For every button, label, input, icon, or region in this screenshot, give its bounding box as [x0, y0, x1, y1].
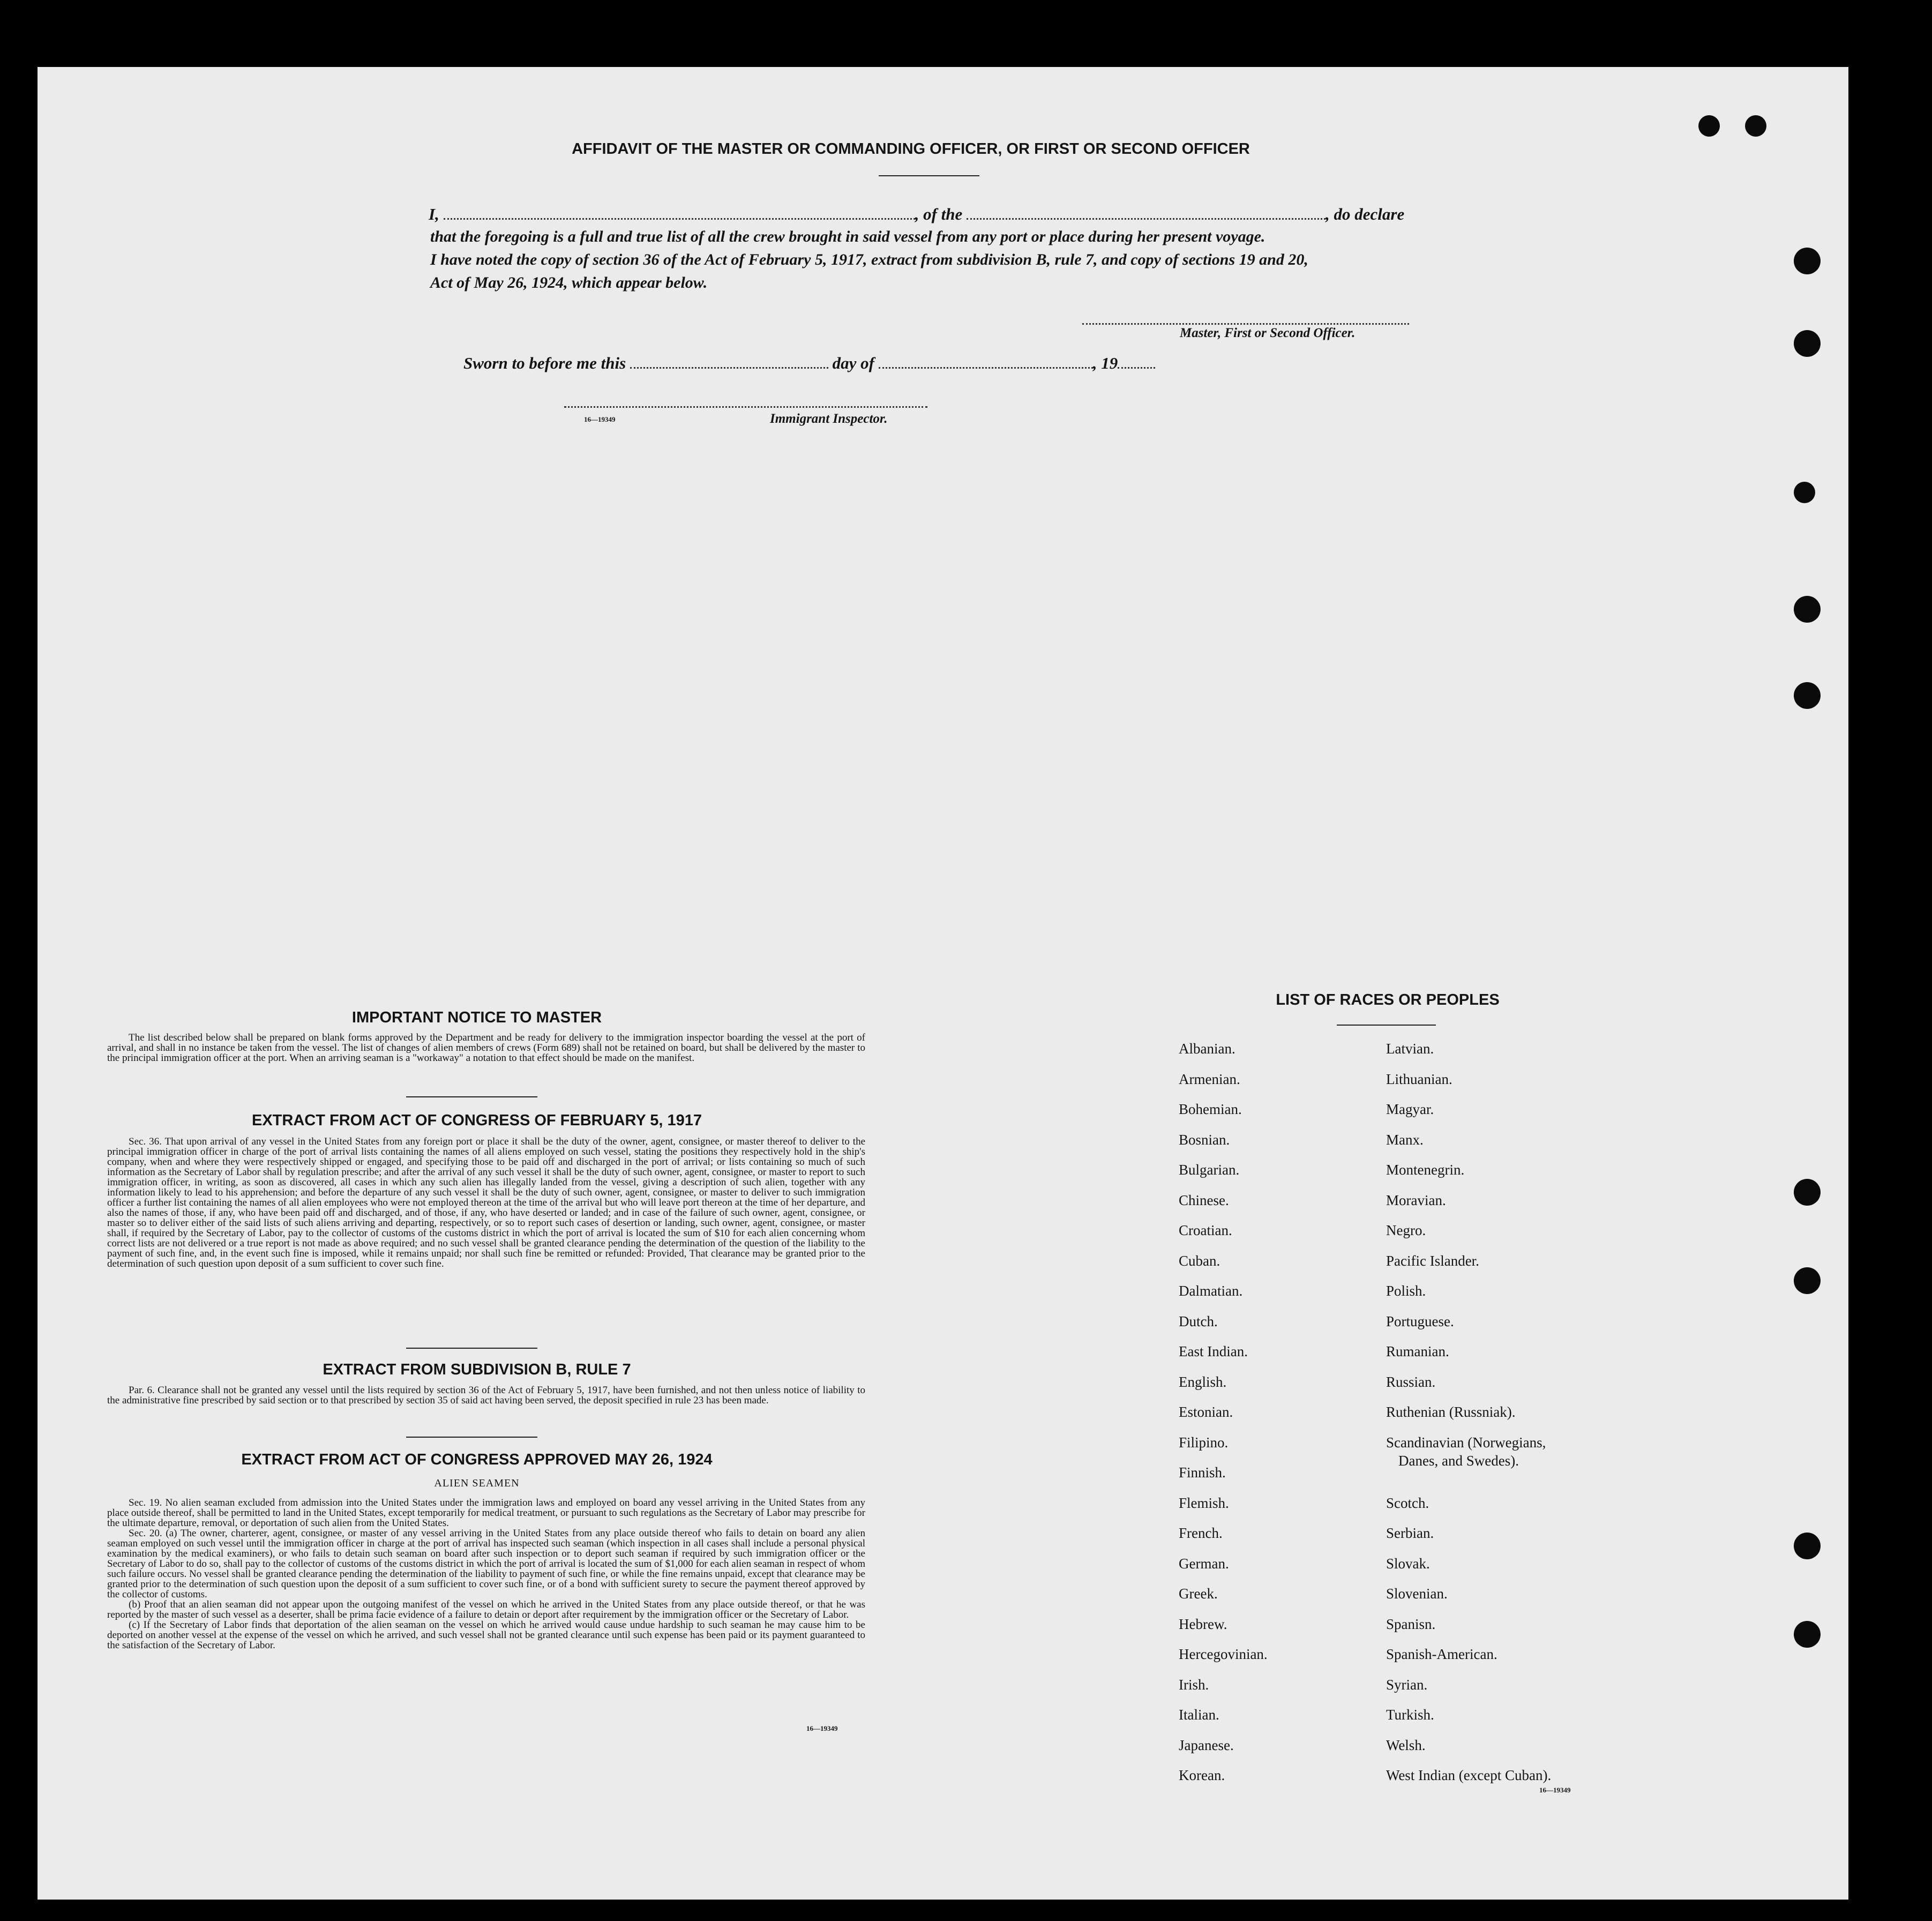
notice-text	[107, 1033, 865, 1063]
section-rule	[406, 1096, 537, 1097]
i-label: I,	[429, 205, 439, 223]
punch-hole	[1794, 482, 1815, 503]
race-item: Bulgarian.	[1179, 1162, 1240, 1178]
race-item: Moravian.	[1386, 1192, 1446, 1208]
race-item: Lithuanian.	[1386, 1071, 1452, 1087]
punch-hole	[1794, 682, 1821, 709]
declare-label: , do declare	[1326, 205, 1405, 223]
form-number: 16—19349	[584, 415, 616, 423]
declaration-line	[429, 205, 1404, 224]
day-of-label: day of	[832, 354, 874, 372]
alien-seamen-subtitle: ALIEN SEAMEN	[434, 1477, 520, 1489]
race-item: Russian.	[1386, 1373, 1436, 1390]
section-20a-paragraph: Sec. 20. (a) The owner, charterer, agent, consignee, or master of any vessel arriving in the United States from any place outside thereof who fails to detain on board any alien seaman employed on such vessel until the immigration officer in charge at the port of arrival has inspected such seaman (which inspection in all cases shall include a personal physical examination by the medical examiners), or who fails to detain such seaman on board after such inspection or to deport such seaman if required by such immigration officer or the Secretary of Labor to do so, shall pay to the collector of customs of the customs district in which the port of arrival is located the sum of $1,000 for each alien seaman in respect of whom such failure occurs. No vessel shall be granted clearance pending the determination of the liability to payment of such fine, or while the fine remains unpaid, except that clearance may be granted prior to the determination of such question upon the deposit of a sum sufficient to cover such fine, or of a bond with sufficient surety to secure the payment thereof approved by the collector of customs.	[107, 1528, 865, 1600]
notice-paragraph: The list described below shall be prepared on blank forms approved by the Department and be ready for delivery to the immigration inspector boarding the vessel at the port of arrival, and shall in no instance be taken from the vessel. The list of changes of alien members of crews (Form 689) shall not be retained on board, but shall be delivered by the master to the principal immigration officer at the port. When an arriving seaman is a "workaway" a notation to that effect should be made on the manifest.	[107, 1032, 865, 1064]
race-item: Armenian.	[1179, 1071, 1240, 1087]
inspector-caption: Immigrant Inspector.	[770, 412, 888, 426]
race-item: Rumanian.	[1386, 1343, 1449, 1359]
race-item: East Indian.	[1179, 1343, 1248, 1359]
race-item: Flemish.	[1179, 1494, 1229, 1511]
race-item: German.	[1179, 1555, 1229, 1572]
race-item: Dalmatian.	[1179, 1283, 1243, 1299]
race-item: Latvian.	[1386, 1041, 1434, 1057]
notice-title: IMPORTANT NOTICE TO MASTER	[351, 1009, 602, 1026]
race-item: Korean.	[1179, 1767, 1225, 1783]
race-item: Polish.	[1386, 1283, 1426, 1299]
section-rule	[406, 1437, 537, 1438]
declaration-text-4: Act of May 26, 1924, which appear below.	[430, 274, 708, 291]
year-blank[interactable]	[1118, 363, 1155, 369]
race-item: Cuban.	[1179, 1252, 1220, 1269]
race-item: Negro.	[1386, 1222, 1426, 1238]
race-item: Italian.	[1179, 1707, 1219, 1723]
race-item: Irish.	[1179, 1676, 1209, 1693]
punch-hole	[1794, 1267, 1821, 1294]
race-item: Estonian.	[1179, 1404, 1233, 1420]
extract-1917-title: EXTRACT FROM ACT OF CONGRESS OF FEBRUARY 5, 1917	[251, 1112, 702, 1129]
race-item: Scandinavian (Norwegians,	[1386, 1434, 1546, 1451]
race-item: Dutch.	[1179, 1313, 1218, 1329]
race-item: Spanisn.	[1386, 1616, 1436, 1632]
punch-hole	[1745, 115, 1766, 137]
punch-hole	[1794, 330, 1821, 357]
extract-rule7-text	[107, 1385, 865, 1406]
punch-hole	[1698, 115, 1720, 137]
form-number: 16—19349	[1539, 1786, 1571, 1794]
punch-hole	[1794, 1621, 1821, 1648]
race-item: Danes, and Swedes).	[1398, 1452, 1519, 1469]
month-blank[interactable]	[879, 363, 1093, 369]
race-item: Scotch.	[1386, 1494, 1429, 1511]
race-item: Syrian.	[1386, 1676, 1428, 1693]
sworn-prefix: Sworn to before me this	[463, 354, 626, 372]
master-signature-line[interactable]	[1082, 323, 1409, 325]
extract-1924-title: EXTRACT FROM ACT OF CONGRESS APPROVED MAY 26, 1924	[241, 1451, 713, 1468]
section-20b-paragraph: (b) Proof that an alien seaman did not appear upon the outgoing manifest of the vessel on which he arrived in the United States from any place outside thereof, or that he was reported by the master of such vessel as a deserter, shall be prima facie evidence of a failure to detain or deport after requirement by the immigration officer or the Secretary of Labor.	[107, 1599, 865, 1620]
race-item: Filipino.	[1179, 1434, 1229, 1451]
punch-hole	[1794, 1179, 1821, 1206]
extract-rule7-title: EXTRACT FROM SUBDIVISION B, RULE 7	[323, 1361, 631, 1378]
race-item: Spanish-American.	[1386, 1646, 1497, 1662]
punch-hole	[1794, 1533, 1821, 1559]
title-rule	[879, 175, 979, 176]
section-20c-paragraph: (c) If the Secretary of Labor finds that deportation of the alien seaman on the vessel on which he arrived would cause undue hardship to such seaman he may cause him to be deported on another vessel at the expense of the vessel on which he arrived, and such vessel shall not be granted clearance until such expense has been paid or its payment guaranteed to the satisfaction of the Secretary of Labor.	[107, 1619, 865, 1651]
sworn-line	[463, 354, 1155, 373]
form-number: 16—19349	[806, 1724, 838, 1732]
day-blank[interactable]	[630, 363, 828, 369]
race-item: Albanian.	[1179, 1041, 1235, 1057]
race-item: Bohemian.	[1179, 1101, 1242, 1117]
race-item: Pacific Islander.	[1386, 1252, 1479, 1269]
race-item: Serbian.	[1386, 1525, 1434, 1541]
extract-1924-text	[107, 1498, 865, 1650]
race-item: Hercegovinian.	[1179, 1646, 1268, 1662]
race-item: Bosnian.	[1179, 1131, 1230, 1148]
race-item: Finnish.	[1179, 1464, 1226, 1481]
race-item: Chinese.	[1179, 1192, 1229, 1208]
race-item: Turkish.	[1386, 1707, 1434, 1723]
master-caption: Master, First or Second Officer.	[1180, 326, 1356, 340]
race-item: French.	[1179, 1525, 1223, 1541]
affidavit-title: AFFIDAVIT OF THE MASTER OR COMMANDING OFFICER, OR FIRST OR SECOND OFFICER	[572, 140, 1250, 158]
section-19-paragraph: Sec. 19. No alien seaman excluded from admission into the United States under the immigration laws and employed on board any vessel arriving in the United States from any place outside thereof, shall be permitted to land in the United States, except temporarily for medical treatment, or pursuant to such regulations as the Secretary of Labor may prescribe for the ultimate departure, removal, or deportation of such alien from the United States.	[107, 1497, 865, 1529]
declaration-text-2: that the foregoing is a full and true list of all the crew brought in said vessel from any port or place during her present voyage.	[430, 228, 1265, 245]
punch-hole	[1794, 248, 1821, 274]
race-item: Hebrew.	[1179, 1616, 1227, 1632]
race-item: Greek.	[1179, 1586, 1218, 1602]
inspector-signature-line[interactable]	[564, 406, 927, 408]
race-item: Slovenian.	[1386, 1586, 1448, 1602]
race-item: Montenegrin.	[1386, 1162, 1465, 1178]
section-36-paragraph: Sec. 36. That upon arrival of any vessel in the United States from any foreign port or place it shall be the duty of the owner, agent, consignee, or master thereof to deliver to the principal immigration officer in charge of the port of arrival lists containing the names of all aliens employed on such vessel, stating the positions they respectively hold in the ship's company, when and where they were respectively shipped or engaged, and specifying those to be paid off and discharged in the port of arrival; or lists containing so much of such information as the Secretary of Labor shall by regulation prescribe; and after the arrival of any such vessel it shall be the duty of such owner, agent, consignee, or master to report to such immigration officer, in writing, as soon as discovered, all cases in which any such alien has illegally landed from the vessel, giving a description of such alien, together with any information likely to lead to his apprehension; and before the departure of any such vessel it shall be the duty of such owner, agent, consignee, or master to deliver to such immigration officer a further list containing the names of all alien employees who were not employed thereon at the time of the arrival but who will leave port thereon at the time of her departure, and also the names of those, if any, who have been paid off and discharged, and of those, if any, who have deserted or landed; and in case of the failure of such owner, agent, consignee, or master so to deliver either of the said lists of such aliens arriving and departing, respectively, or so to report such cases of desertion or landing, such owner, agent, consignee, or master shall, if required by the Secretary of Labor, pay to the collector of customs of the customs district in which the port of arrival is located the sum of $10 for each alien concerning whom correct lists are not delivered or a true report is not made as above required; and no such vessel shall be granted clearance pending the determination of the question of the liability to the payment of such fine, and, in the event such fine is imposed, while it remains unpaid; nor shall such fine be remitted or refunded: Provided, That clearance may be granted prior to the determination of such question upon deposit of a sum sufficient to cover such fine.	[107, 1136, 865, 1269]
year-label: , 19	[1092, 354, 1118, 372]
race-item: Croatian.	[1179, 1222, 1232, 1238]
extract-1917-text	[107, 1137, 865, 1269]
race-item: West Indian (except Cuban).	[1386, 1767, 1552, 1783]
race-item: Manx.	[1386, 1131, 1424, 1148]
races-title-rule	[1337, 1025, 1436, 1026]
punch-hole	[1794, 596, 1821, 623]
race-item: Magyar.	[1386, 1101, 1434, 1117]
race-item: Slovak.	[1386, 1555, 1430, 1572]
section-rule	[406, 1348, 537, 1349]
race-item: Japanese.	[1179, 1737, 1234, 1753]
vessel-blank[interactable]	[967, 214, 1326, 220]
paragraph-6: Par. 6. Clearance shall not be granted any vessel until the lists required by section 36 of the Act of February 5, 1917, have been furnished, and not then unless notice of liability to the administrative fine prescribed by said section or to that prescribed by section 35 of said act having been served, the deposit specified in rule 23 has been made.	[107, 1385, 865, 1406]
race-item: English.	[1179, 1373, 1227, 1390]
declaration-text-3: I have noted the copy of section 36 of the Act of February 5, 1917, extract from subdivision B, rule 7, and copy of sections 19 and 20,	[430, 251, 1308, 268]
name-blank[interactable]	[444, 214, 915, 220]
race-item: Portuguese.	[1386, 1313, 1454, 1329]
race-item: Ruthenian (Russniak).	[1386, 1404, 1516, 1420]
race-item: Welsh.	[1386, 1737, 1426, 1753]
of-the-label: , of the	[915, 205, 963, 223]
races-title: LIST OF RACES OR PEOPLES	[1276, 991, 1500, 1008]
